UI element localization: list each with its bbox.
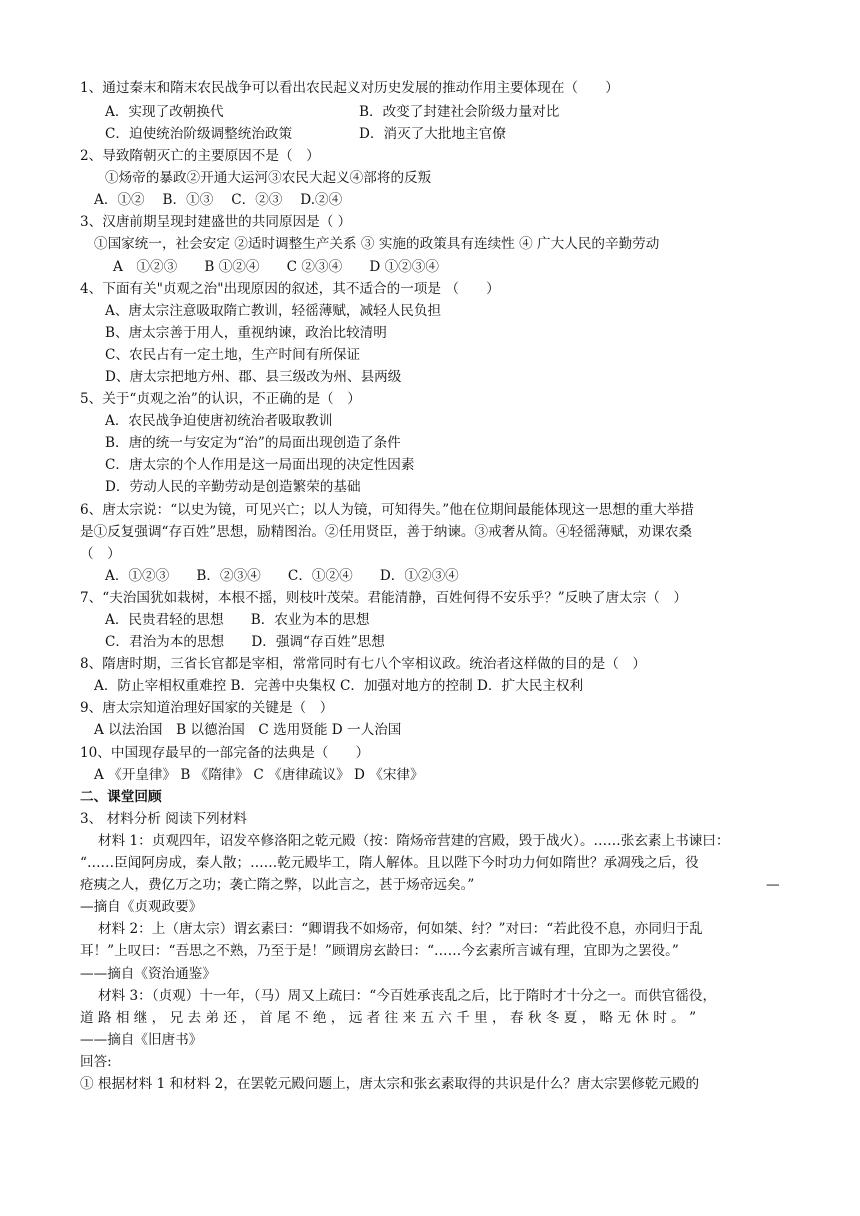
text-line: C、农民占有一定土地，生产时间有所保证 [105, 347, 361, 363]
text-line: 4、下面有关"贞观之治"出现原因的叙述，其不适合的一项是 （ ） [80, 281, 500, 297]
text-line: （ ） [80, 546, 121, 562]
text-line: A．①②③ B．②③④ C．①②④ D．①②③④ [105, 568, 459, 584]
text-line: A．实现了改朝换代 [105, 104, 224, 120]
text-line: ①炀帝的暴政②开通大运河③农民大起义④部将的反叛 [105, 170, 432, 186]
text-line: A、唐太宗注意吸取隋亡教训，轻徭薄赋，减轻人民负担 [105, 303, 442, 319]
text-line: C．唐太宗的个人作用是这一局面出现的决定性因素 [105, 457, 415, 473]
text-line: 回答: [80, 1054, 112, 1070]
text-line: C．君治为本的思想 D．强调“存百姓”思想 [105, 634, 385, 650]
text-line: 6、唐太宗说：“以史为镜，可见兴亡；以人为镜，可知得失。”他在位期间最能体现这一思想的重大举措 [80, 502, 694, 518]
section-heading: 二、课堂回顾 [80, 789, 162, 805]
text-line: 道 路 相 继 ， 兄 去 弟 还 ， 首 尾 不 绝 ， 远 者 往 来 五 六 千 里 ， 春 秋 冬 夏 ， 略 无 休 时 。 ” [80, 1010, 697, 1026]
text-line: 1、通过秦末和隋末农民战争可以看出农民起义对历史发展的推动作用主要体现在（ ） [80, 80, 619, 96]
text-line: “……臣闻阿房成，秦人散；……乾元殿毕工，隋人解体。且以陛下今时功力何如隋世？承凋残之后，役 [80, 855, 699, 871]
text-line: A．防止宰相权重难控 B．完善中央集权 C．加强对地方的控制 D．扩大民主权利 [94, 678, 584, 694]
text-line: A．民贵君轻的思想 B．农业为本的思想 [105, 612, 370, 628]
text-line: B、唐太宗善于用人，重视纳谏，政治比较清明 [105, 325, 387, 341]
text-line: 疮痍之人，费亿万之功；袭亡隋之弊，以此言之，甚于炀帝远矣。” [80, 877, 475, 893]
text-line: 8、隋唐时期，三省长官都是宰相，常常同时有七八个宰相议政。统治者这样做的目的是（ ） [80, 656, 646, 672]
text-line: 10、中国现存最早的一部完备的法典是（ ） [80, 745, 370, 761]
text-line: C．迫使统治阶级调整统治政策 [105, 126, 293, 142]
text-line: — [766, 877, 780, 893]
text-line: D．消灭了大批地主官僚 [359, 126, 506, 142]
text-line: 7、“夫治国犹如栽树，本根不摇，则枝叶茂荣。君能清静，百姓何得不安乐乎？”反映了唐太宗（ ） [80, 590, 688, 606]
text-line: 是①反复强调“存百姓”思想，励精图治。②任用贤臣，善于纳谏。③戒奢从简。④轻徭薄赋，劝课农桑 [80, 524, 693, 540]
text-line: ①国家统一，社会安定 ②适时调整生产关系 ③ 实施的政策具有连续性 ④ 广大人民的辛勤劳动 [94, 236, 660, 252]
text-line: 9、唐太宗知道治理好国家的关键是（ ） [80, 700, 334, 716]
text-line: ——摘自《旧唐书》 [80, 1032, 203, 1048]
text-line: 耳！”上叹曰：“吾思之不熟，乃至于是！”顾谓房玄龄曰：“……今玄素所言诚有理，宜即为之罢役。” [80, 943, 679, 959]
text-line: A ①②③ B ①②④ C ②③④ D ①②③④ [113, 259, 439, 275]
text-line: A．农民战争迫使唐初统治者吸取教训 [105, 413, 333, 429]
text-line: A 《开皇律》 B 《隋律》 C 《唐律疏议》 D 《宋律》 [94, 767, 424, 783]
text-line: 材料 2：上（唐太宗）谓玄素曰：“卿谓我不如炀帝，何如桀、纣？”对曰：“若此役不息，亦同归于乱 [98, 921, 703, 937]
text-line: 材料 3：（贞观）十一年，（马）周又上疏曰：“今百姓承丧乱之后，比于隋时才十分之一。而供官徭役， [98, 988, 717, 1004]
text-line: B．唐的统一与安定为“治”的局面出现创造了条件 [105, 435, 401, 451]
text-line: B．改变了封建社会阶级力量对比 [359, 104, 560, 120]
text-line: 材料 1：贞观四年，诏发卒修洛阳之乾元殿（按：隋炀帝营建的宫殿，毁于战火）。……张玄素上书谏曰： [98, 833, 730, 849]
text-line: 5、关于“贞观之治”的认识，不正确的是（ ） [80, 391, 361, 407]
text-line: 3、 材料分析 阅读下列材料 [80, 811, 247, 827]
text-line: A 以法治国 B 以德治国 C 选用贤能 D 一人治国 [94, 722, 402, 738]
text-line: ——摘自《资治通鉴》 [80, 966, 216, 982]
text-line: 2、导致隋朝灭亡的主要原因不是（ ） [80, 148, 320, 164]
text-line: 3、汉唐前期呈现封建盛世的共同原因是（ ） [80, 214, 352, 230]
text-line: D、唐太宗把地方州、郡、县三级改为州、县两级 [105, 369, 402, 385]
text-line: —摘自《贞观政要》 [80, 899, 203, 915]
text-line: D．劳动人民的辛勤劳动是创造繁荣的基础 [105, 479, 361, 495]
text-line: ① 根据材料 1 和材料 2，在罢乾元殿问题上，唐太宗和张玄素取得的共识是什么？唐太宗罢修乾元殿的 [80, 1076, 700, 1092]
text-line: A．①② B．①③ C．②③ D.②④ [94, 192, 343, 208]
